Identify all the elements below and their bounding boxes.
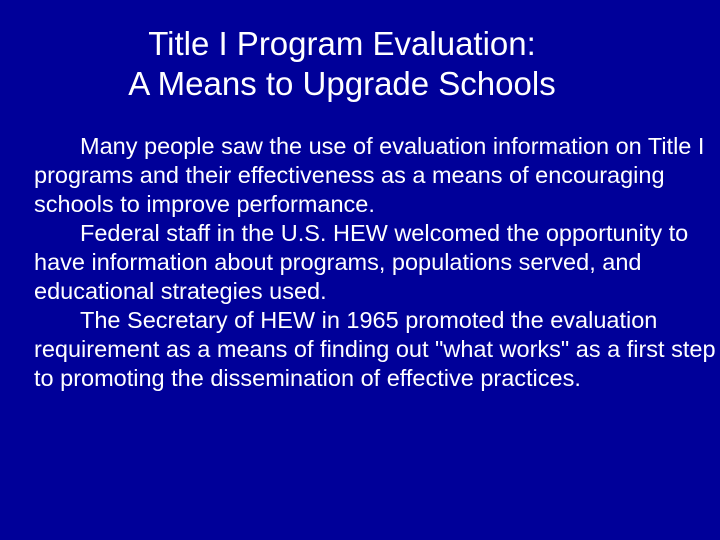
paragraph-secretary-of-hew: The Secretary of HEW in 1965 promoted the evaluation requirement as a means of finding out "what works" as a first step to promoting the dissemination of effective practices. <box>34 307 716 391</box>
slide-title <box>0 24 684 104</box>
slide-body <box>34 132 718 393</box>
paragraph-federal-staff: Federal staff in the U.S. HEW welcomed the opportunity to have information about programs, populations served, and educational strategies used. <box>34 220 689 304</box>
slide-title-line-1: Title I Program Evaluation: <box>148 25 536 62</box>
paragraph-evaluation-information: Many people saw the use of evaluation information on Title I programs and their effectiveness as a means of encouraging schools to improve performance. <box>34 133 705 217</box>
slide-title-line-2: A Means to Upgrade Schools <box>128 65 556 102</box>
